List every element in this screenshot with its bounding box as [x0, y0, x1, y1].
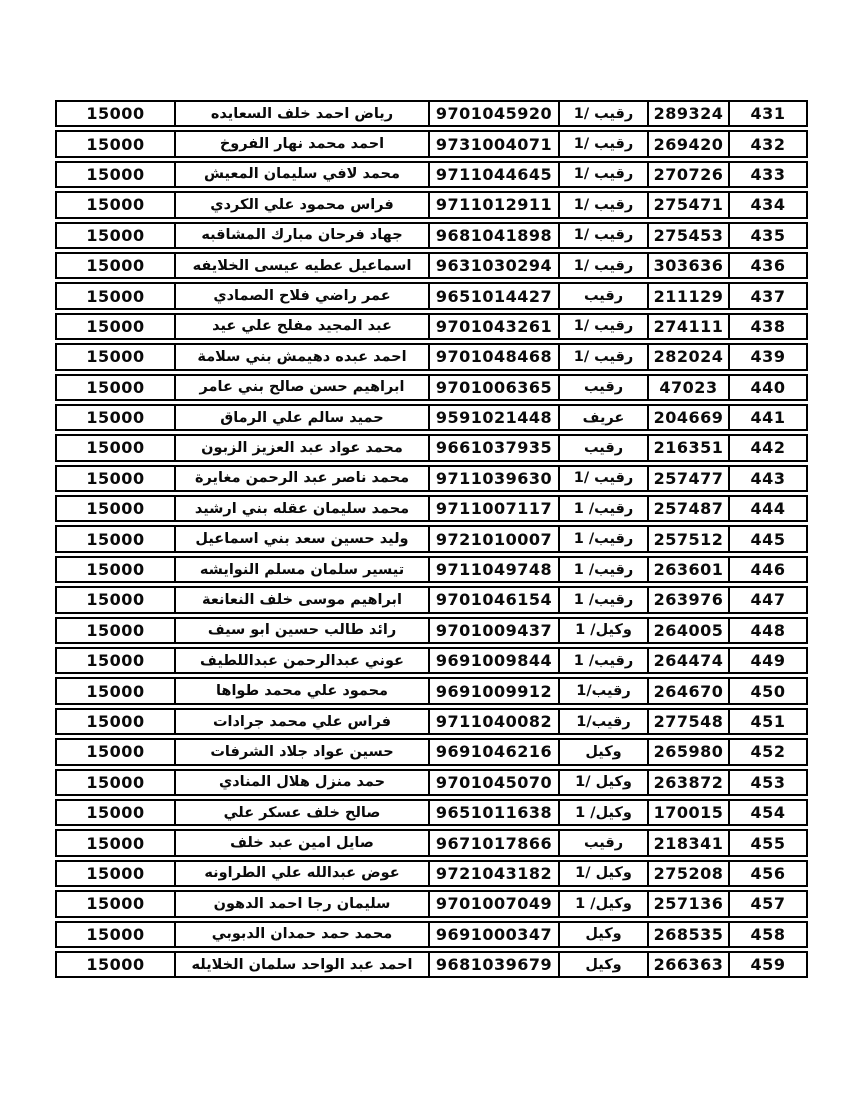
file-number-cell: 268535 [647, 921, 728, 948]
person-name-cell: صايل امين عبد خلف [174, 829, 428, 856]
service-number-cell: 9651011638 [428, 799, 558, 826]
amount-cell: 15000 [55, 860, 174, 887]
service-number-cell: 9631030294 [428, 252, 558, 279]
rank-cell: رقيب /1 [558, 100, 647, 127]
rank-cell: رقيب /1 [558, 191, 647, 218]
amount-cell: 15000 [55, 951, 174, 978]
rank-cell: وكيل [558, 951, 647, 978]
amount-cell: 15000 [55, 343, 174, 370]
service-number-cell: 9711049748 [428, 556, 558, 583]
person-name-cell: سليمان رجا احمد الدهون [174, 890, 428, 917]
amount-cell: 15000 [55, 890, 174, 917]
service-number-cell: 9711012911 [428, 191, 558, 218]
person-name-cell: رائد طالب حسين ابو سيف [174, 617, 428, 644]
service-number-cell: 9691046216 [428, 738, 558, 765]
service-number-cell: 9701043261 [428, 313, 558, 340]
table-row [55, 465, 808, 492]
serial-number-cell: 444 [728, 495, 808, 522]
table-row [55, 252, 808, 279]
serial-number-cell: 447 [728, 586, 808, 613]
person-name-cell: رياض احمد خلف السعايده [174, 100, 428, 127]
service-number-cell: 9691009844 [428, 647, 558, 674]
serial-number-cell: 457 [728, 890, 808, 917]
file-number-cell: 269420 [647, 130, 728, 157]
file-number-cell: 289324 [647, 100, 728, 127]
table-row [55, 890, 808, 917]
serial-number-cell: 454 [728, 799, 808, 826]
serial-number-cell: 432 [728, 130, 808, 157]
rank-cell: رقيب/ 1 [558, 556, 647, 583]
table-row [55, 191, 808, 218]
serial-number-cell: 437 [728, 282, 808, 309]
amount-cell: 15000 [55, 465, 174, 492]
table-row [55, 738, 808, 765]
table-row [55, 799, 808, 826]
table-row [55, 525, 808, 552]
rank-cell: رقيب [558, 829, 647, 856]
table-row [55, 860, 808, 887]
table-row [55, 343, 808, 370]
table-row [55, 921, 808, 948]
person-name-cell: احمد عبد الواحد سلمان الخلايله [174, 951, 428, 978]
amount-cell: 15000 [55, 738, 174, 765]
rank-cell: رقيب /1 [558, 343, 647, 370]
rank-cell: رقيب [558, 434, 647, 461]
amount-cell: 15000 [55, 799, 174, 826]
rank-cell: رقيب [558, 374, 647, 401]
person-name-cell: عوني عبدالرحمن عبداللطيف [174, 647, 428, 674]
serial-number-cell: 434 [728, 191, 808, 218]
amount-cell: 15000 [55, 556, 174, 583]
roster-table [55, 97, 808, 981]
file-number-cell: 204669 [647, 404, 728, 431]
rank-cell: وكيل /1 [558, 769, 647, 796]
serial-number-cell: 443 [728, 465, 808, 492]
rank-cell: وكيل [558, 921, 647, 948]
service-number-cell: 9731004071 [428, 130, 558, 157]
file-number-cell: 270726 [647, 161, 728, 188]
table-row [55, 708, 808, 735]
service-number-cell: 9701007049 [428, 890, 558, 917]
service-number-cell: 9691000347 [428, 921, 558, 948]
amount-cell: 15000 [55, 677, 174, 704]
file-number-cell: 257136 [647, 890, 728, 917]
person-name-cell: جهاد فرحان مبارك المشاقبه [174, 222, 428, 249]
person-name-cell: عبد المجيد مفلح علي عيد [174, 313, 428, 340]
serial-number-cell: 440 [728, 374, 808, 401]
service-number-cell: 9701009437 [428, 617, 558, 644]
file-number-cell: 257512 [647, 525, 728, 552]
table-row [55, 829, 808, 856]
person-name-cell: محمود علي محمد طواها [174, 677, 428, 704]
amount-cell: 15000 [55, 586, 174, 613]
person-name-cell: حمد منزل هلال المنادي [174, 769, 428, 796]
table-row [55, 586, 808, 613]
service-number-cell: 9721043182 [428, 860, 558, 887]
file-number-cell: 303636 [647, 252, 728, 279]
rank-cell: رقيب /1 [558, 222, 647, 249]
rank-cell: وكيل /1 [558, 860, 647, 887]
serial-number-cell: 456 [728, 860, 808, 887]
rank-cell: رقيب /1 [558, 161, 647, 188]
file-number-cell: 275208 [647, 860, 728, 887]
file-number-cell: 264005 [647, 617, 728, 644]
file-number-cell: 216351 [647, 434, 728, 461]
service-number-cell: 9701048468 [428, 343, 558, 370]
person-name-cell: وليد حسين سعد بني اسماعيل [174, 525, 428, 552]
table-row [55, 495, 808, 522]
serial-number-cell: 459 [728, 951, 808, 978]
service-number-cell: 9701046154 [428, 586, 558, 613]
file-number-cell: 275453 [647, 222, 728, 249]
table-row [55, 374, 808, 401]
file-number-cell: 257477 [647, 465, 728, 492]
file-number-cell: 263872 [647, 769, 728, 796]
serial-number-cell: 433 [728, 161, 808, 188]
amount-cell: 15000 [55, 829, 174, 856]
rank-cell: رقيب [558, 282, 647, 309]
serial-number-cell: 458 [728, 921, 808, 948]
table-row [55, 556, 808, 583]
amount-cell: 15000 [55, 130, 174, 157]
serial-number-cell: 445 [728, 525, 808, 552]
person-name-cell: عمر راضي فلاح الصمادي [174, 282, 428, 309]
file-number-cell: 266363 [647, 951, 728, 978]
rank-cell: رقيب/ 1 [558, 647, 647, 674]
person-name-cell: اسماعيل عطيه عيسى الخلايفه [174, 252, 428, 279]
amount-cell: 15000 [55, 100, 174, 127]
file-number-cell: 274111 [647, 313, 728, 340]
file-number-cell: 264474 [647, 647, 728, 674]
table-row [55, 951, 808, 978]
rank-cell: رقيب /1 [558, 465, 647, 492]
rank-cell: رقيب/ 1 [558, 525, 647, 552]
service-number-cell: 9671017866 [428, 829, 558, 856]
person-name-cell: احمد محمد نهار الفروخ [174, 130, 428, 157]
rank-cell: رقيب/1 [558, 708, 647, 735]
serial-number-cell: 435 [728, 222, 808, 249]
file-number-cell: 277548 [647, 708, 728, 735]
table-row [55, 222, 808, 249]
person-name-cell: محمد عواد عبد العزيز الزبون [174, 434, 428, 461]
rank-cell: رقيب /1 [558, 130, 647, 157]
amount-cell: 15000 [55, 708, 174, 735]
person-name-cell: عوض عبدالله علي الطراونه [174, 860, 428, 887]
serial-number-cell: 449 [728, 647, 808, 674]
table-row [55, 404, 808, 431]
serial-number-cell: 442 [728, 434, 808, 461]
rank-cell: رقيب/ 1 [558, 495, 647, 522]
service-number-cell: 9651014427 [428, 282, 558, 309]
person-name-cell: حميد سالم علي الرماق [174, 404, 428, 431]
rank-cell: وكيل/ 1 [558, 799, 647, 826]
service-number-cell: 9711044645 [428, 161, 558, 188]
rank-cell: رقيب /1 [558, 252, 647, 279]
serial-number-cell: 436 [728, 252, 808, 279]
amount-cell: 15000 [55, 434, 174, 461]
serial-number-cell: 439 [728, 343, 808, 370]
file-number-cell: 257487 [647, 495, 728, 522]
person-name-cell: محمد حمد حمدان الدبوبي [174, 921, 428, 948]
service-number-cell: 9701045920 [428, 100, 558, 127]
amount-cell: 15000 [55, 222, 174, 249]
serial-number-cell: 453 [728, 769, 808, 796]
amount-cell: 15000 [55, 282, 174, 309]
file-number-cell: 264670 [647, 677, 728, 704]
service-number-cell: 9711007117 [428, 495, 558, 522]
person-name-cell: احمد عبده دهيمش بني سلامة [174, 343, 428, 370]
rank-cell: رقيب /1 [558, 313, 647, 340]
service-number-cell: 9721010007 [428, 525, 558, 552]
table-row [55, 434, 808, 461]
table-row [55, 769, 808, 796]
serial-number-cell: 451 [728, 708, 808, 735]
amount-cell: 15000 [55, 921, 174, 948]
table-row [55, 647, 808, 674]
amount-cell: 15000 [55, 495, 174, 522]
amount-cell: 15000 [55, 617, 174, 644]
person-name-cell: محمد سليمان عقله بني ارشيد [174, 495, 428, 522]
serial-number-cell: 452 [728, 738, 808, 765]
file-number-cell: 282024 [647, 343, 728, 370]
table-row [55, 677, 808, 704]
service-number-cell: 9701006365 [428, 374, 558, 401]
file-number-cell: 211129 [647, 282, 728, 309]
amount-cell: 15000 [55, 313, 174, 340]
amount-cell: 15000 [55, 647, 174, 674]
person-name-cell: فراس علي محمد جرادات [174, 708, 428, 735]
service-number-cell: 9691009912 [428, 677, 558, 704]
serial-number-cell: 450 [728, 677, 808, 704]
person-name-cell: ابراهيم حسن صالح بني عامر [174, 374, 428, 401]
rank-cell: وكيل/ 1 [558, 890, 647, 917]
table-row [55, 282, 808, 309]
table-row [55, 617, 808, 644]
service-number-cell: 9711040082 [428, 708, 558, 735]
amount-cell: 15000 [55, 252, 174, 279]
table-row [55, 130, 808, 157]
file-number-cell: 263976 [647, 586, 728, 613]
file-number-cell: 265980 [647, 738, 728, 765]
file-number-cell: 170015 [647, 799, 728, 826]
file-number-cell: 263601 [647, 556, 728, 583]
service-number-cell: 9591021448 [428, 404, 558, 431]
person-name-cell: محمد ناصر عبد الرحمن مغايرة [174, 465, 428, 492]
person-name-cell: فراس محمود علي الكردي [174, 191, 428, 218]
amount-cell: 15000 [55, 769, 174, 796]
file-number-cell: 275471 [647, 191, 728, 218]
service-number-cell: 9681041898 [428, 222, 558, 249]
rank-cell: عريف [558, 404, 647, 431]
person-name-cell: تيسير سلمان مسلم النوايشه [174, 556, 428, 583]
amount-cell: 15000 [55, 161, 174, 188]
amount-cell: 15000 [55, 191, 174, 218]
service-number-cell: 9711039630 [428, 465, 558, 492]
person-name-cell: ابراهيم موسى خلف النعانعة [174, 586, 428, 613]
person-name-cell: صالح خلف عسكر علي [174, 799, 428, 826]
service-number-cell: 9661037935 [428, 434, 558, 461]
rank-cell: وكيل/ 1 [558, 617, 647, 644]
rank-cell: رقيب/ 1 [558, 586, 647, 613]
amount-cell: 15000 [55, 374, 174, 401]
service-number-cell: 9681039679 [428, 951, 558, 978]
table-row [55, 100, 808, 127]
rank-cell: وكيل [558, 738, 647, 765]
service-number-cell: 9701045070 [428, 769, 558, 796]
serial-number-cell: 448 [728, 617, 808, 644]
rank-cell: رقيب/1 [558, 677, 647, 704]
serial-number-cell: 446 [728, 556, 808, 583]
serial-number-cell: 438 [728, 313, 808, 340]
serial-number-cell: 441 [728, 404, 808, 431]
serial-number-cell: 455 [728, 829, 808, 856]
table-row [55, 161, 808, 188]
serial-number-cell: 431 [728, 100, 808, 127]
roster-body [55, 100, 808, 978]
amount-cell: 15000 [55, 525, 174, 552]
amount-cell: 15000 [55, 404, 174, 431]
person-name-cell: حسين عواد جلاد الشرفات [174, 738, 428, 765]
person-name-cell: محمد لافي سليمان المعيش [174, 161, 428, 188]
file-number-cell: 218341 [647, 829, 728, 856]
table-row [55, 313, 808, 340]
file-number-cell: 47023 [647, 374, 728, 401]
